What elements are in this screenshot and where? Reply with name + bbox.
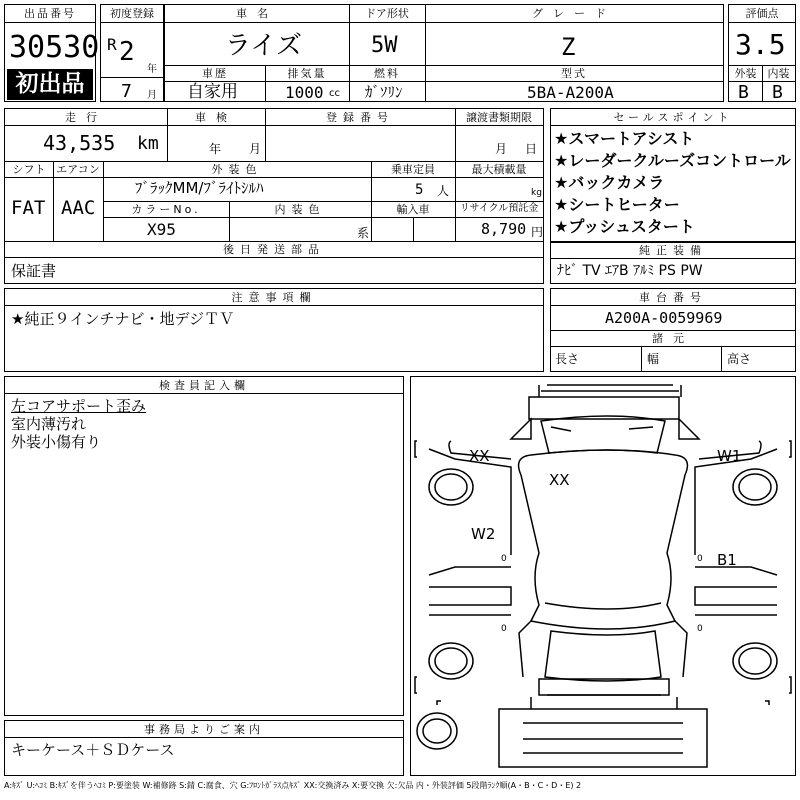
reg-era: R	[107, 35, 117, 54]
damage-mark: XX	[469, 447, 490, 465]
registration-box	[100, 4, 164, 102]
chassis-box	[550, 288, 796, 372]
load-unit: kg	[531, 188, 542, 198]
damage-mark: B1	[717, 551, 737, 569]
model-label: 型式	[561, 67, 587, 80]
sales-point: ★シートヒーター	[554, 195, 680, 214]
equipment-label: 純正装備	[639, 244, 707, 257]
details-box	[4, 108, 544, 284]
sales-points-box	[550, 108, 796, 242]
exterior-value: B	[738, 82, 749, 103]
inspector-line: 左コアサポート歪み	[11, 397, 147, 415]
interior-value: B	[772, 82, 783, 103]
grade: Z	[561, 33, 576, 61]
mileage-label: 走行	[65, 111, 107, 124]
inspector-label: 検査員記入欄	[159, 379, 249, 392]
damage-mark: XX	[549, 471, 570, 489]
equipment-box	[550, 242, 796, 284]
displacement-label: 排気量	[287, 67, 327, 80]
reg-year: 2	[119, 37, 135, 67]
notes-value: ★純正９インチナビ・地デジＴＶ	[11, 310, 235, 328]
office-box	[4, 720, 404, 776]
ac-label: エアコン	[56, 163, 100, 176]
door-type: 5W	[371, 33, 398, 58]
transfer-month: 月	[495, 142, 508, 156]
reg-year-unit: 年	[147, 64, 157, 75]
chassis-label: 車台番号	[639, 291, 707, 304]
intcolor-label: 内装色	[274, 203, 326, 216]
damage-mark: W2	[471, 525, 496, 543]
car-name-label: 車名	[236, 7, 278, 20]
score-label: 評価点	[745, 7, 779, 20]
fuel-value: ｶﾞｿﾘﾝ	[365, 83, 403, 101]
color-label: 外装色	[211, 163, 263, 176]
import-label: 輸入車	[396, 203, 430, 216]
lot-number: 30530	[9, 30, 100, 65]
sales-point: ★レーダークルーズコントロール	[554, 151, 791, 170]
intcolor-suffix: 系	[357, 226, 370, 240]
capacity-value: 5	[415, 182, 424, 198]
chassis-value: A200A-0059969	[605, 309, 723, 327]
displacement-unit: cc	[329, 88, 340, 99]
history-label: 車歴	[202, 67, 228, 80]
recycle-value: 8,790	[481, 220, 527, 238]
capacity-unit: 人	[437, 184, 450, 198]
recycle-label: リサイクル預託金	[459, 203, 539, 214]
inspector-line: 室内薄汚れ	[11, 415, 87, 433]
panel-zero: 0	[501, 624, 507, 634]
history-value: 自家用	[187, 82, 238, 102]
inspector-box	[4, 376, 404, 716]
exterior-label: 外装	[734, 67, 757, 80]
transfer-label: 譲渡書類期限	[466, 111, 532, 124]
sales-point: ★バックカメラ	[554, 173, 665, 192]
grade-label: グレード	[532, 7, 616, 20]
office-label: 事務局よりご案内	[144, 723, 264, 736]
spec-label: 諸元	[652, 332, 694, 345]
inspection-month: 月	[249, 142, 262, 156]
spec-height: 高さ	[727, 352, 752, 366]
inspection-label: 車検	[195, 111, 237, 124]
mileage-value: 43,535	[43, 131, 116, 155]
transfer-day: 日	[525, 142, 538, 156]
spec-length: 長さ	[555, 352, 580, 366]
inspector-line: 外装小傷有り	[11, 433, 102, 451]
panel-zero: 0	[501, 554, 507, 564]
later-parts-value: 保証書	[11, 262, 57, 280]
notes-box	[4, 288, 544, 372]
shift-value: FAT	[11, 197, 46, 219]
panel-zero: 0	[697, 624, 703, 634]
office-value: キーケース＋ＳＤケース	[11, 741, 175, 759]
front-bumper-shape	[539, 385, 681, 397]
windshield-shape	[541, 416, 665, 453]
displacement-value: 1000	[285, 83, 324, 102]
legend: A:ｷｽﾞ U:ﾍｺﾐ B:ｷｽﾞを伴うﾍｺﾐ P:要塗装 W:補修跡 S:錆 C:腐食、穴 G:ﾌﾛﾝﾄｶﾞﾗｽ点ｷｽﾞ XX:交換済み X:要交換 欠:欠品 内・外装評価 5段階ﾗﾝｸ順(A・B・C・D・E) 2	[4, 781, 582, 790]
fuel-label: 燃料	[374, 67, 400, 80]
model-value: 5BA-A200A	[527, 83, 614, 102]
car-name: ライズ	[225, 31, 302, 61]
sales-point: ★プッシュスタート	[554, 217, 695, 236]
colorno-value: X95	[147, 220, 176, 239]
score-box	[728, 4, 796, 102]
spec-width: 幅	[647, 352, 660, 366]
car-info-box	[164, 4, 724, 102]
car-diagram	[411, 377, 795, 775]
interior-label: 内装	[767, 67, 790, 80]
ac-value: AAC	[61, 197, 96, 219]
damage-mark: W1	[717, 447, 742, 465]
colorno-label: カラーNo.	[131, 203, 201, 216]
first-listing-text: 初出品	[15, 71, 85, 97]
lot-box	[4, 4, 100, 102]
car-diagram-box	[410, 376, 796, 776]
color-value: ﾌﾞﾗｯｸMM/ﾌﾞﾗｲﾄｼﾙﾊ	[135, 179, 264, 197]
lot-label: 出品番号	[24, 7, 76, 20]
panel-zero: 0	[697, 554, 703, 564]
recycle-unit: 円	[531, 225, 544, 239]
sales-label: セールスポイント	[613, 111, 733, 124]
roof-shape	[519, 450, 688, 629]
reg-month: 7	[121, 81, 132, 102]
later-parts-label: 後日発送部品	[223, 243, 325, 256]
mileage-unit: km	[137, 133, 159, 154]
score-value: 3.5	[735, 28, 786, 61]
capacity-label: 乗車定員	[391, 163, 435, 176]
notes-label: 注意事項欄	[231, 291, 317, 304]
equipment-value: ﾅﾋﾞ TV ｴｱB ｱﾙﾐ PS PW	[557, 263, 703, 279]
reg-label: 初度登録	[110, 7, 154, 20]
load-label: 最大積載量	[471, 163, 527, 176]
door-label: ドア形状	[365, 7, 409, 20]
reg-month-unit: 月	[147, 90, 157, 101]
inspection-year: 年	[209, 142, 222, 156]
shift-label: シフト	[12, 163, 46, 176]
sales-point: ★スマートアシスト	[554, 129, 695, 148]
regno-label: 登録番号	[326, 111, 394, 124]
